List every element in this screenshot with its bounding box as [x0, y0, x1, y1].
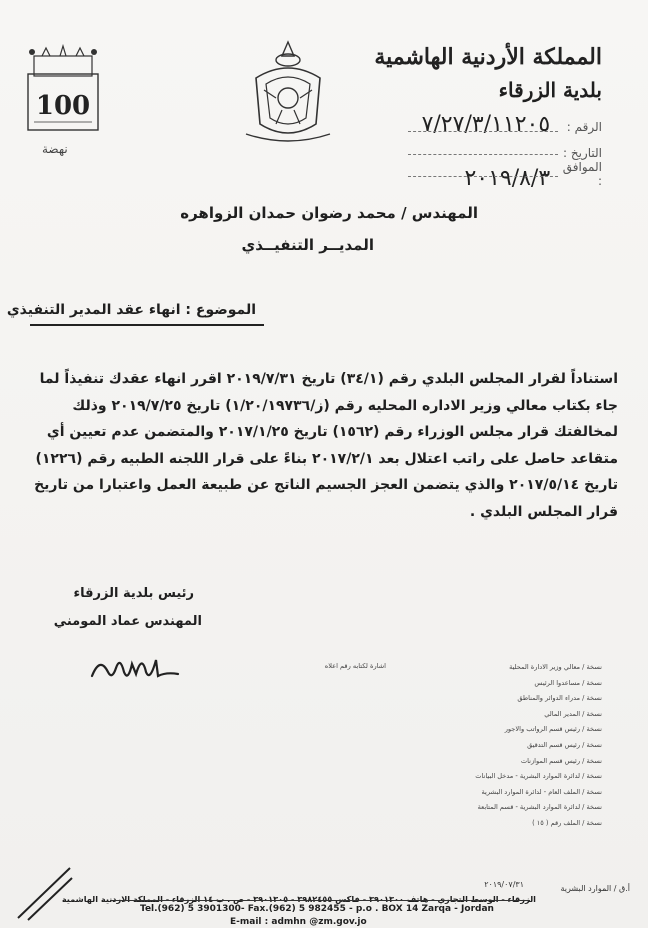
municipality-title: بلدية الزرقاء	[498, 78, 602, 102]
decorative-slash-icon	[14, 862, 74, 922]
cc-item: نسخة / رئيس قسم التدقيق	[527, 740, 602, 749]
subject-line: الموضوع : انهاء عقد المدير التنفيذي	[6, 302, 256, 318]
letter-body	[22, 366, 618, 525]
hijri-label: الموافق :	[562, 160, 602, 188]
cc-item: نسخة / الملف العام - لدائرة الموارد البشرية	[481, 787, 602, 796]
reference-value: ٧/٢٧/٣/١١٢٠٥	[421, 112, 551, 137]
addressee-name: المهندس / محمد رضوان حمدان الزواهره	[180, 204, 478, 222]
body-line: تاريخ ٢٠١٧/٥/١٤ والذي يتضمن العجز الجسيم الناتج عن طبيعة العمل واعتبارا من تاريخ	[34, 477, 618, 493]
centennial-100-logo-icon	[22, 44, 104, 140]
handwritten-signature-icon	[86, 642, 182, 688]
signatory-title: رئيس بلدية الزرقاء	[73, 586, 194, 601]
cc-item: نسخة / مدراء الدوائر والمناطق	[517, 694, 602, 703]
svg-text:100: 100	[35, 91, 91, 121]
dotted-line	[408, 176, 558, 178]
footer-arabic-address: الزرقاء - الوسط التجاري - هاتف ٣٩٠١٣٠٠ - فاكس ٣٩٨٢٤٥٥ - ٣٩٠١٣٠٥ - ص . ب ١٤ الزرقاء - المملكة الاردنية الهاشمية	[61, 894, 536, 904]
addressee-title: المديــر التنفيــذي	[241, 236, 374, 254]
body-line: متقاعد حاصل على راتب اعتلال بعد ٢٠١٧/٢/١ بناءً على قرار اللجنه الطبيه رقم (١٢٢٦)	[35, 450, 618, 467]
footer-marks: أ.ق / الموارد البشرية	[560, 884, 630, 893]
subject-underline	[30, 324, 264, 326]
cc-item: نسخة / رئيس قسم الرواتب والاجور	[504, 725, 602, 734]
cc-item: نسخة / لدائرة الموارد البشرية - قسم المتابعة	[477, 803, 602, 812]
cc-item: نسخة / معالي وزير الادارة المحلية	[509, 663, 602, 671]
footer-rule	[110, 900, 530, 901]
cc-list	[402, 660, 602, 832]
hijri-value: ٢٠١٩/٨/٣	[464, 166, 551, 191]
jordan-coat-of-arms-icon	[236, 38, 340, 148]
dotted-line	[408, 154, 558, 156]
body-line: استناداً لقرار المجلس البلدي رقم (٣٤/١) تاريخ ٢٠١٩/٧/٣١ اقرر انهاء عقدك تنفيذاً لما	[39, 371, 618, 387]
cc-item: نسخة / لدائرة الموارد البشرية - مدخل البيانات	[475, 772, 602, 781]
body-line: جاء بكتاب معالي وزير الاداره المحليه رقم (ز/١/٢٠/١٩٧٣٦) تاريخ ٢٠١٩/٧/٢٥ وذلك	[72, 397, 618, 414]
cc-item: نسخة / الملف رقم ( ١٥ )	[532, 818, 602, 827]
cc-item: نسخة / مساعدوا الرئيس	[534, 678, 602, 687]
kingdom-title: المملكة الأردنية الهاشمية	[374, 44, 602, 70]
signatory-name: المهندس عماد المومني	[53, 614, 202, 629]
cc-item: نسخة / رئيس قسم الموازنات	[520, 756, 602, 765]
logo-caption: نهضة	[42, 142, 68, 156]
body-line: قرار المجلس البلدي .	[469, 503, 618, 520]
cc-item: نسخة / المدير المالي	[544, 709, 602, 718]
footer-date: ٢٠١٩/٠٧/٣١	[484, 880, 524, 889]
footer-email: E-mail : admhn @zm.gov.jo	[230, 917, 367, 927]
body-line: لمخالفتك قرار مجلس الوزراء رقم (١٥٦٢) تاريخ ٢٠١٧/١/٢٥ والمتضمن عدم تعيين أي	[46, 424, 618, 440]
reference-row	[422, 112, 602, 137]
reference-label: الرقم :	[566, 120, 602, 134]
footer-english-address: Tel.(962) 5 3901300- Fax.(962) 5 982455 - p.o . BOX 14 Zarqa - Jordan	[140, 904, 494, 914]
dotted-line	[408, 131, 558, 133]
date-label: التاريخ :	[562, 146, 602, 160]
cc-reference-note: اشارة لكتابه رقم اعلاه	[324, 662, 386, 670]
